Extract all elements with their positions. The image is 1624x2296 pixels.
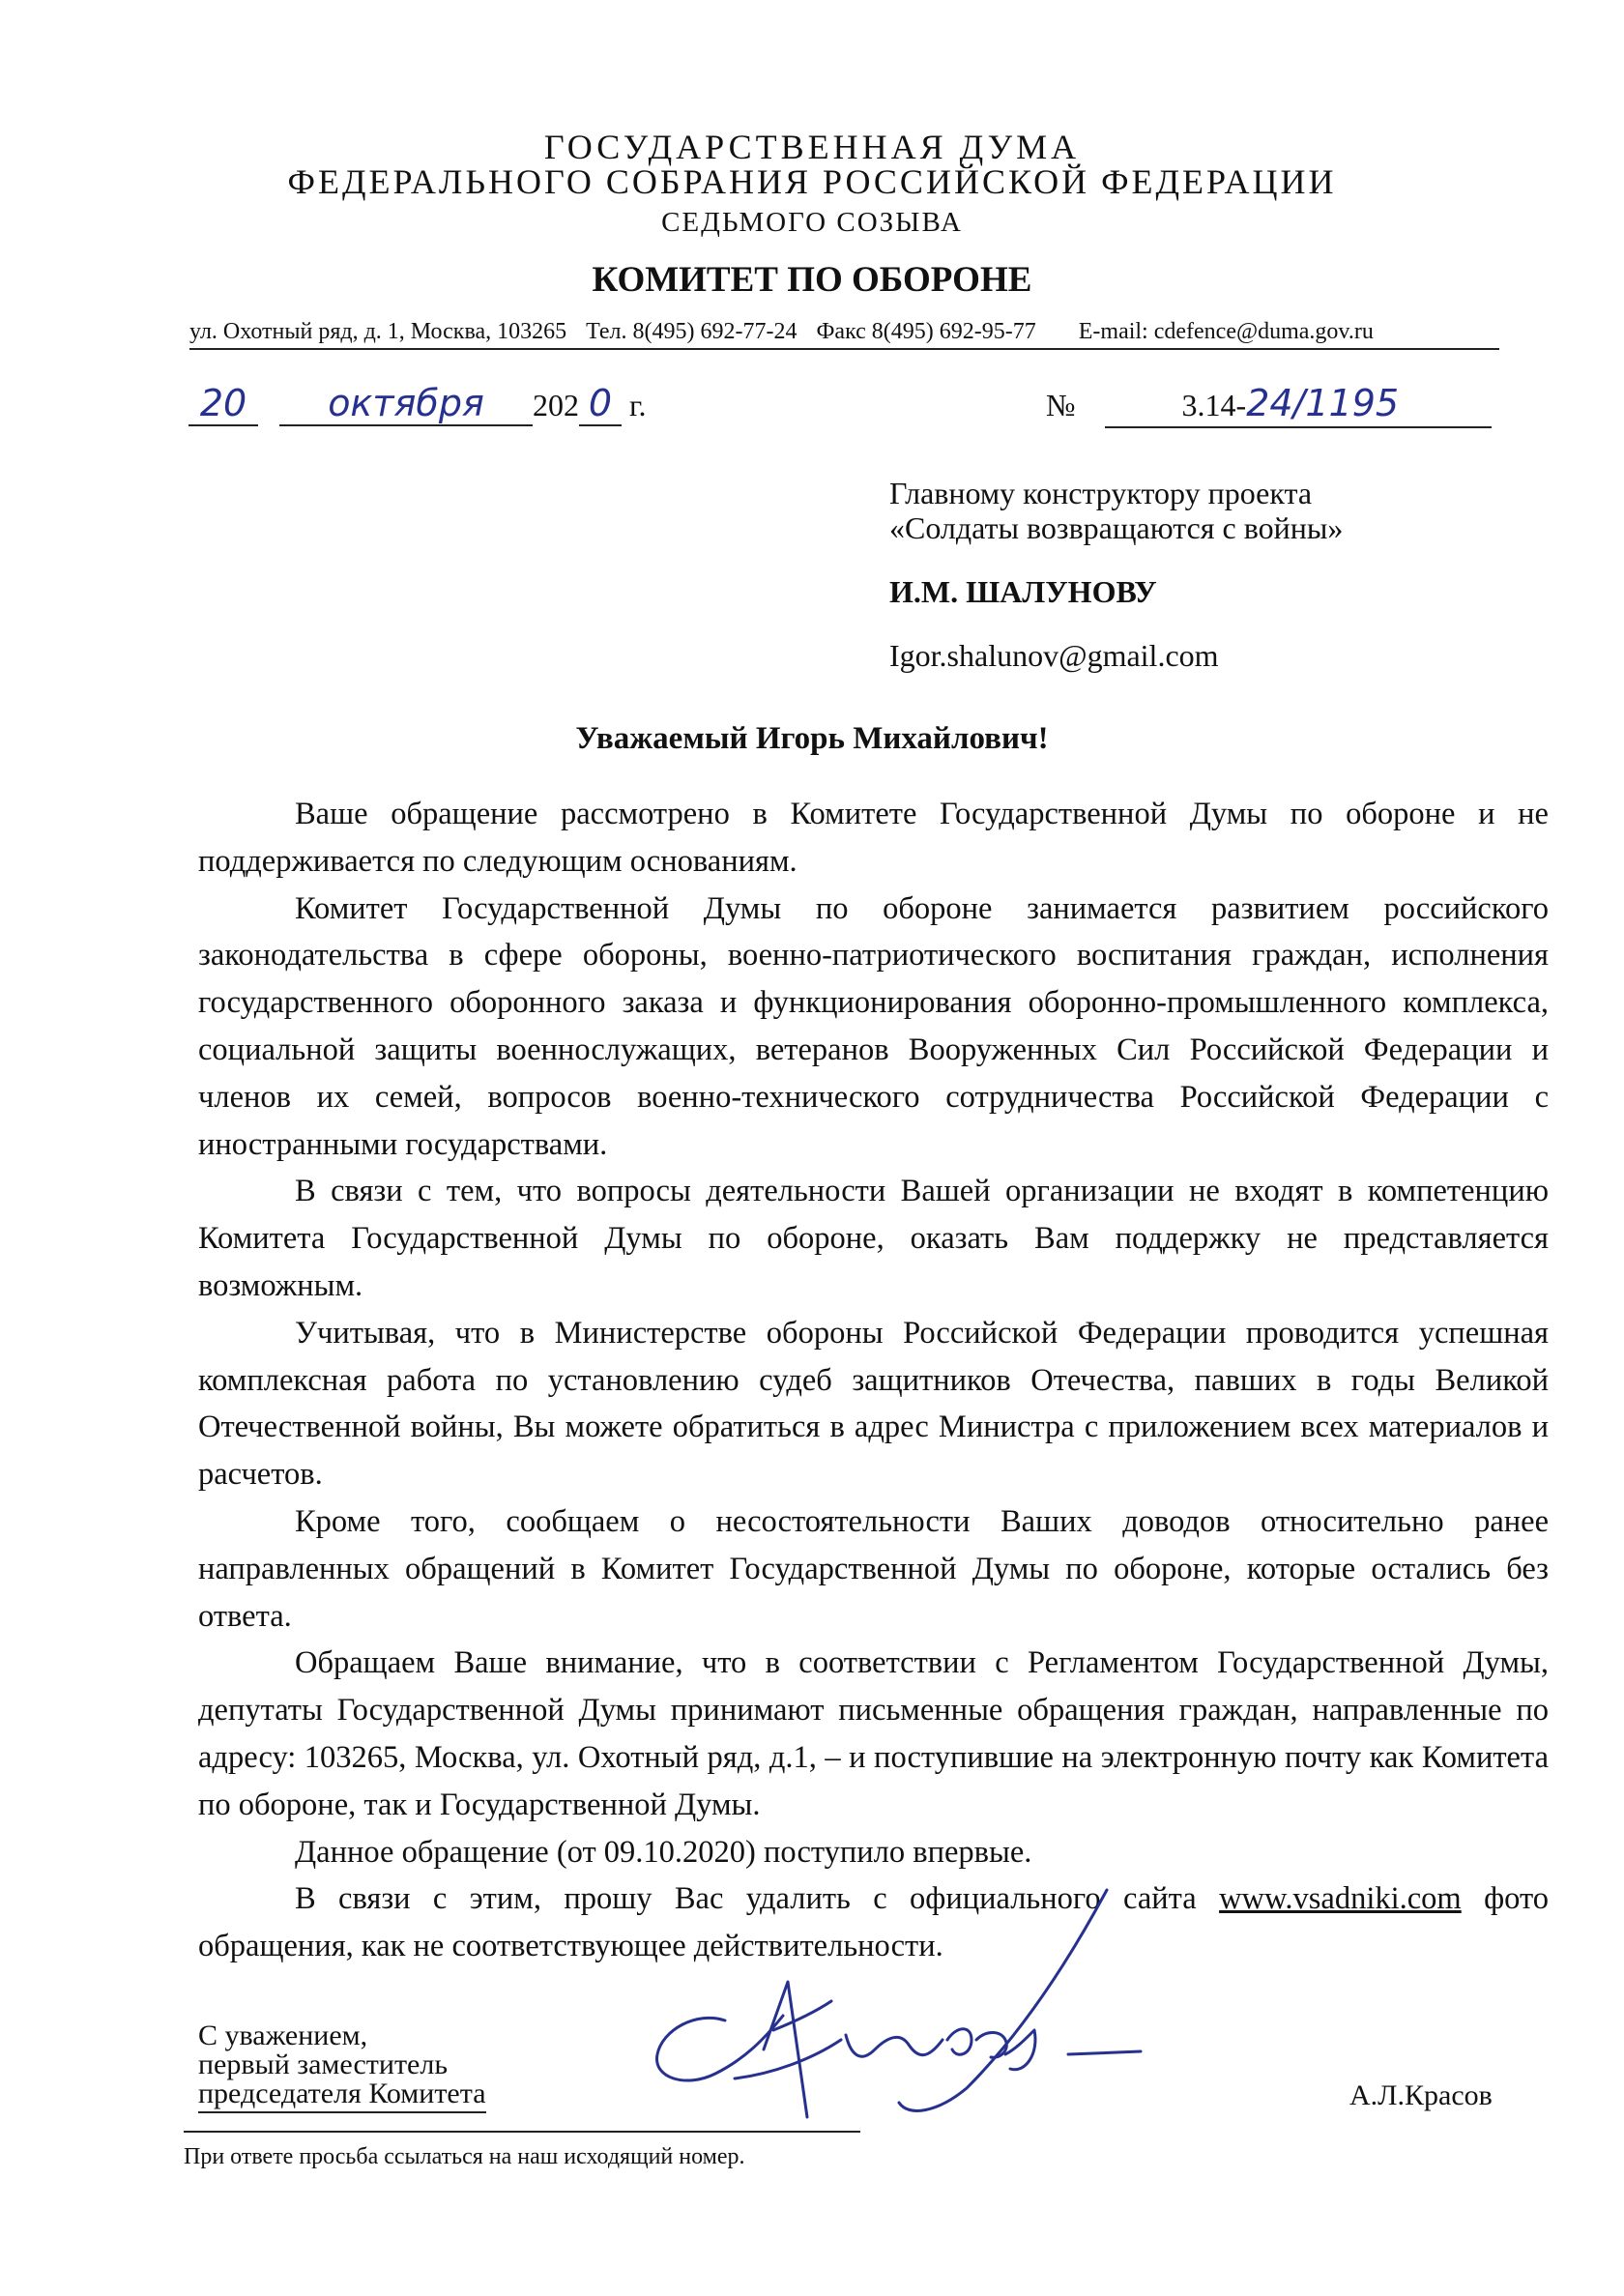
salutation: Уважаемый Игорь Михайлович! [575,721,1049,756]
date-suffix: г. [629,388,647,422]
body-paragraph-5: Кроме того, сообщаем о несостоятельности Ваших доводов относительно ранее направленных обращений в Комитет Государственной Думы по обороне, которые остались без ответа. [198,1503,1549,1634]
contact-phone: Тел. 8(495) 692-77-24 [586,319,798,344]
body-paragraph-2: Комитет Государственной Думы по обороне занимается развитием российского законодательства в сфере обороны, военно-патриотического воспитания граждан, исполнения государственного оборонного заказа и функционирования оборонно-промышленного комплекса, социальной защиты военнослужащих, ветеранов Вооруженных Сил Российской Федерации и членов их семей, вопросов военно-технического сотрудничества Российской Федерации с иностранными государствами. [198,890,1549,1162]
number-field [1105,382,1492,428]
closing-regards: С уважением, [198,2020,368,2051]
body-paragraph-8-text: В связи с этим, прошу Вас удалить с официального сайта [295,1881,1220,1917]
header-line-convocation: СЕДЬМОГО СОЗЫВА [661,207,963,238]
header-divider [189,348,1499,350]
body-paragraph-1: Ваше обращение рассмотрено в Комитете Государственной Думы по обороне и не поддерживается по следующим основаниям. [198,797,1549,879]
date-year-prefix: 202 [533,388,579,422]
outgoing-date [188,382,647,426]
body-paragraph-6: Обращаем Ваше внимание, что в соответствии с Регламентом Государственной Думы, депутаты Государственной Думы принимают письменные обращения граждан, направленные по адресу: 103265, Москва, ул. Охотный ряд, д.1, – и поступившие на электронную почту как Комитета по обороне, так и Государственной Думы. [198,1645,1549,1822]
committee-title: КОМИТЕТ ПО ОБОРОНЕ [592,260,1032,300]
number-printed: 3.14- [1181,388,1247,422]
closing-position-1: первый заместитель [198,2049,449,2080]
date-month: октября [279,382,533,426]
footnote: При ответе просьба ссылаться на наш исходящий номер. [184,2144,745,2169]
recipient-name: И.М. ШАЛУНОВУ [889,574,1157,609]
contact-email: E-mail: cdefence@duma.gov.ru [1078,319,1374,344]
outgoing-number [1046,382,1492,428]
recipient-project: «Солдаты возвращаются с войны» [889,510,1344,545]
signer-name: А.Л.Красов [1349,2079,1493,2111]
number-label: № [1046,388,1076,422]
number-handwritten: 24/1195 [1246,382,1400,424]
signature-icon [619,1885,1160,2127]
header-line-assembly: ФЕДЕРАЛЬНОГО СОБРАНИЯ РОССИЙСКОЙ ФЕДЕРАЦИИ [287,162,1337,201]
recipient-position: Главному конструктору проекта [889,476,1313,510]
footnote-divider [184,2131,860,2133]
body-paragraph-4: Учитывая, что в Министерстве обороны Российской Федерации проводится успешная комплексная работа по установлению судеб защитников Отечества, павших в годы Великой Отечественной войны, Вы можете обратиться в адрес Министра с приложением всех материалов и расчетов. [198,1315,1549,1493]
body-paragraph-8-tail: фото обращения, как не соответствующее действительности. [198,1881,1549,1964]
letter-body [198,791,1549,1970]
date-year-digit: 0 [579,382,622,426]
contact-fax: Факс 8(495) 692-95-77 [816,319,1036,344]
date-day: 20 [188,382,258,426]
body-paragraph-7: Данное обращение (от 09.10.2020) поступило впервые. [295,1834,1032,1870]
header-line-duma: ГОСУДАРСТВЕННАЯ ДУМА [543,128,1081,166]
closing-position-2: председателя Комитета [198,2078,486,2113]
contact-address: ул. Охотный ряд, д. 1, Москва, 103265 [189,319,567,344]
recipient-email: Igor.shalunov@gmail.com [889,638,1219,673]
body-paragraph-3: В связи с тем, что вопросы деятельности Вашей организации не входят в компетенцию Комитета Государственной Думы по обороне, оказать Вам поддержку не представляется возможным. [198,1174,1549,1303]
website-link[interactable]: www.vsadniki.com [1219,1881,1462,1917]
contact-line [189,317,1494,346]
